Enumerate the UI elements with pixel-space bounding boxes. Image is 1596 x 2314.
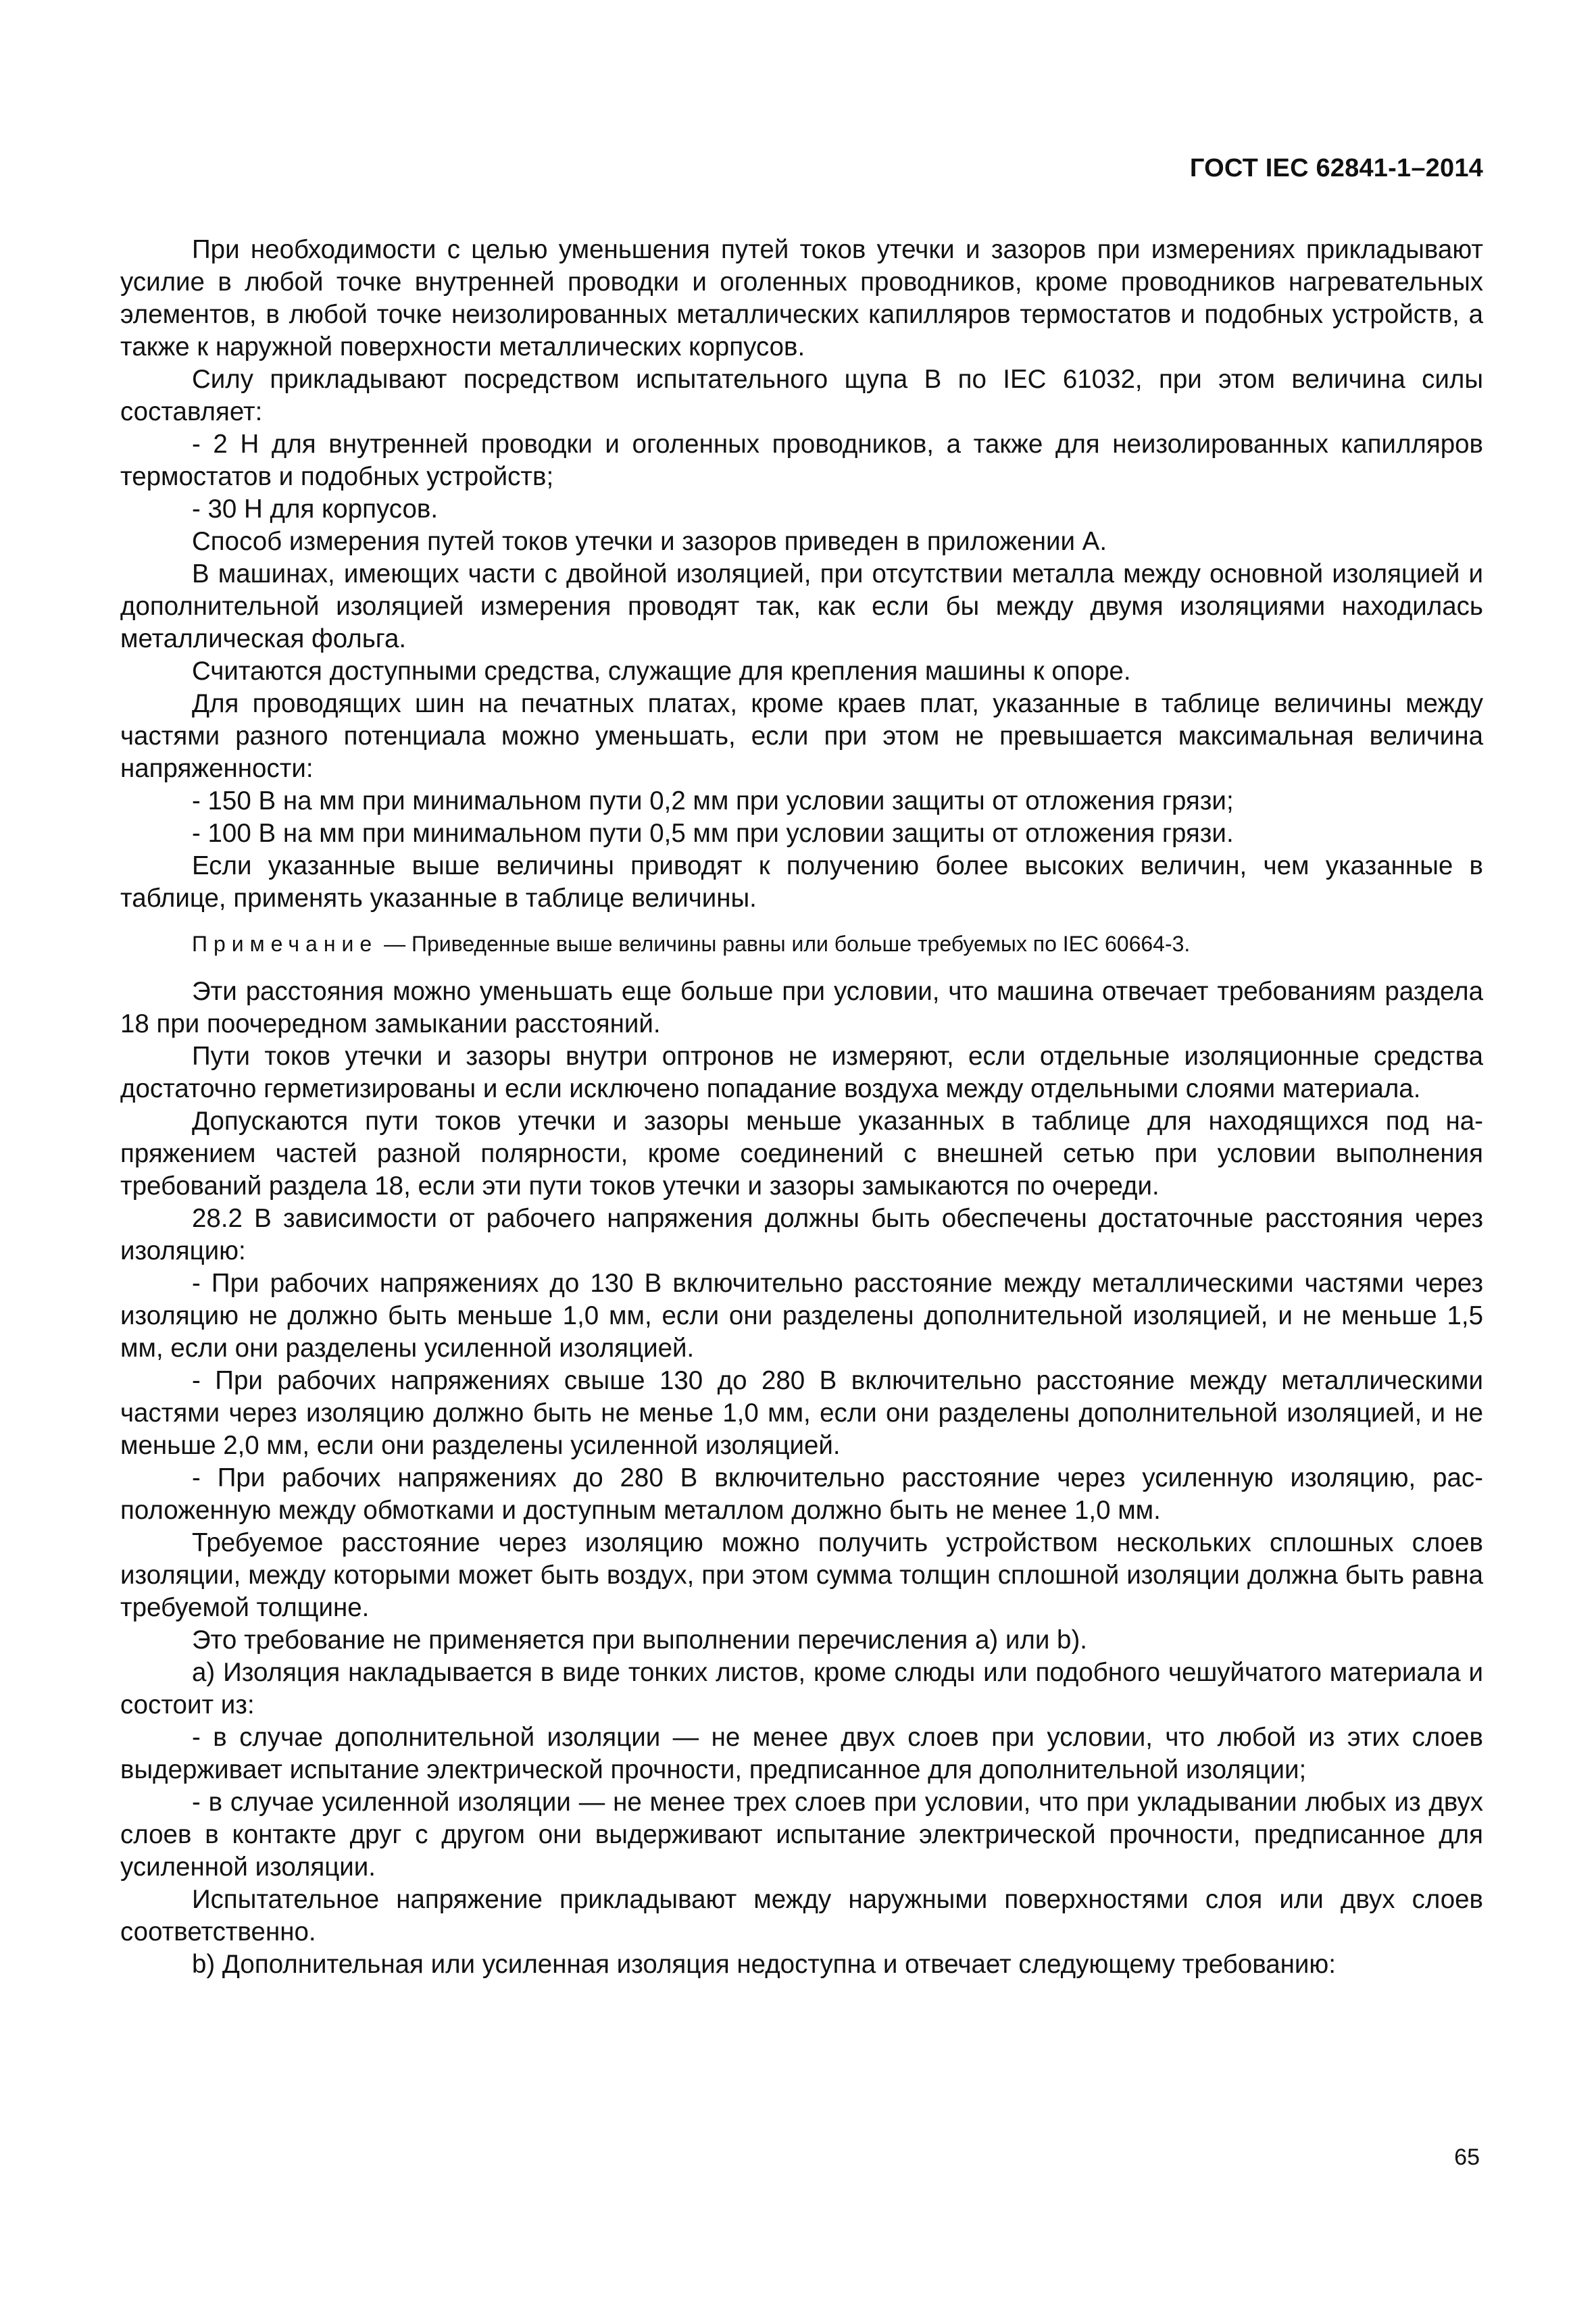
paragraph: Пути токов утечки и зазоры внутри оптронов не измеряют, если отдельные изоляционные средства достаточно герметизированы и если исключено попадание воздуха между отдельными слоями материала. xyxy=(120,1042,1483,1103)
paragraph: Силу прикладывают посредством испытательного щупа В по IEC 61032, при этом величина силы составляет: xyxy=(120,365,1483,426)
paragraph: При необходимости с целью уменьшения путей токов утечки и зазоров при измерениях прикладывают усилие в любой точке внутренней проводки и оголенных проводников, кроме проводников нагревательных элементов, в любой точке неизолированных металлических капилляров термостатов и подобных устройств, а также к наружной поверхности металлических корпусов. xyxy=(120,235,1483,361)
note xyxy=(120,930,1483,958)
paragraph: Допускаются пути токов утечки и зазоры меньше указанных в таблице для находящихся под напряжением частей разной полярности, кроме соединений с внешней сетью при условии выполнения требований раздела 18, если эти пути токов утечки и зазоры замыкаются по очереди. xyxy=(120,1107,1483,1201)
section-paragraph: 28.2 В зависимости от рабочего напряжения должны быть обеспечены достаточные расстояния через изоляцию: xyxy=(120,1204,1483,1265)
list-item: - При рабочих напряжениях до 130 В включительно расстояние между металлическими частями через изоляцию не должно быть меньше 1,0 мм, если они разделены дополнительной изоляцией, и не меньше 1,5 мм, если они разделены усиленной изоляцией. xyxy=(120,1269,1483,1363)
list-item: - 100 В на мм при минимальном пути 0,5 мм при условии защиты от отложения грязи. xyxy=(192,819,1234,848)
list-item: - При рабочих напряжениях до 280 В включительно расстояние через усиленную изоляцию, расположенную между обмотками и доступным металлом должно быть не менее 1,0 мм. xyxy=(120,1463,1483,1525)
enumeration-item: b) Дополнительная или усиленная изоляция недоступна и отвечает следующему требованию: xyxy=(192,1950,1336,1979)
list-item: - 2 Н для внутренней проводки и оголенных проводников, а также для неизолированных капилляров термостатов и подобных устройств; xyxy=(120,430,1483,491)
enumeration-item: а) Изоляция накладывается в виде тонких листов, кроме слюды или подобного чешуйчатого материала и состоит из: xyxy=(120,1658,1483,1719)
page-number: 65 xyxy=(1454,2144,1480,2170)
note-label: Примечание xyxy=(192,932,378,956)
list-item: - 30 Н для корпусов. xyxy=(192,495,439,524)
paragraph: Для проводящих шин на печатных платах, кроме краев плат, указанные в таблице величины между частями разного потенциала можно уменьшать, если при этом не превышается максимальная величина напряженности: xyxy=(120,689,1483,783)
paragraph: Испытательное напряжение прикладывают между наружными поверхностями слоя или двух слоев соответственно. xyxy=(120,1885,1483,1946)
paragraph: В машинах, имеющих части с двойной изоляцией, при отсутствии металла между основной изоляцией и дополнительной изоляцией измерения проводят так, как если бы между двумя изоляциями находилась металлическая фольга. xyxy=(120,559,1483,653)
paragraph: Если указанные выше величины приводят к получению более высоких величин, чем указанные в таблице, применять указанные в таблице величины. xyxy=(120,851,1483,913)
note-text: — Приведенные выше величины равны или больше требуемых по IEC 60664-3. xyxy=(378,932,1191,956)
paragraph: Это требование не применяется при выполнении перечисления а) или b). xyxy=(192,1626,1087,1655)
document-body xyxy=(120,234,1483,1981)
list-item: - 150 В на мм при минимальном пути 0,2 мм при условии защиты от отложения грязи; xyxy=(192,786,1234,815)
paragraph: Эти расстояния можно уменьшать еще больше при условии, что машина отвечает требованиям раздела 18 при поочередном замыкании расстояний. xyxy=(120,977,1483,1038)
paragraph: Способ измерения путей токов утечки и зазоров приведен в приложении А. xyxy=(192,527,1107,556)
paragraph: Считаются доступными средства, служащие для крепления машины к опоре. xyxy=(192,657,1131,686)
paragraph: Требуемое расстояние через изоляцию можно получить устройством нескольких сплошных слоев изоляции, между которыми может быть воздух, при этом сумма толщин сплошной изоляции должна быть равна требуемой толщине. xyxy=(120,1528,1483,1622)
document-code-header: ГОСТ IEC 62841-1–2014 xyxy=(1189,154,1483,182)
list-item: - При рабочих напряжениях свыше 130 до 280 В включительно расстояние между металлическими частями через изоляцию должно быть не менье 1,0 мм, если они разделены дополнительной изоляцией, и не меньше 2,0 мм, если они разделены усиленной изоляцией. xyxy=(120,1366,1483,1460)
list-item: - в случае дополнительной изоляции — не менее двух слоев при условии, что любой из этих слоев выдерживает испытание электрической прочности, предписанное для дополнительной изоляции; xyxy=(120,1723,1483,1784)
list-item: - в случае усиленной изоляции — не менее трех слоев при условии, что при укладывании любых из двух слоев в контакте друг с другом они выдерживают испытание электрической прочности, предписанное для усиленной изоляции. xyxy=(120,1788,1483,1882)
